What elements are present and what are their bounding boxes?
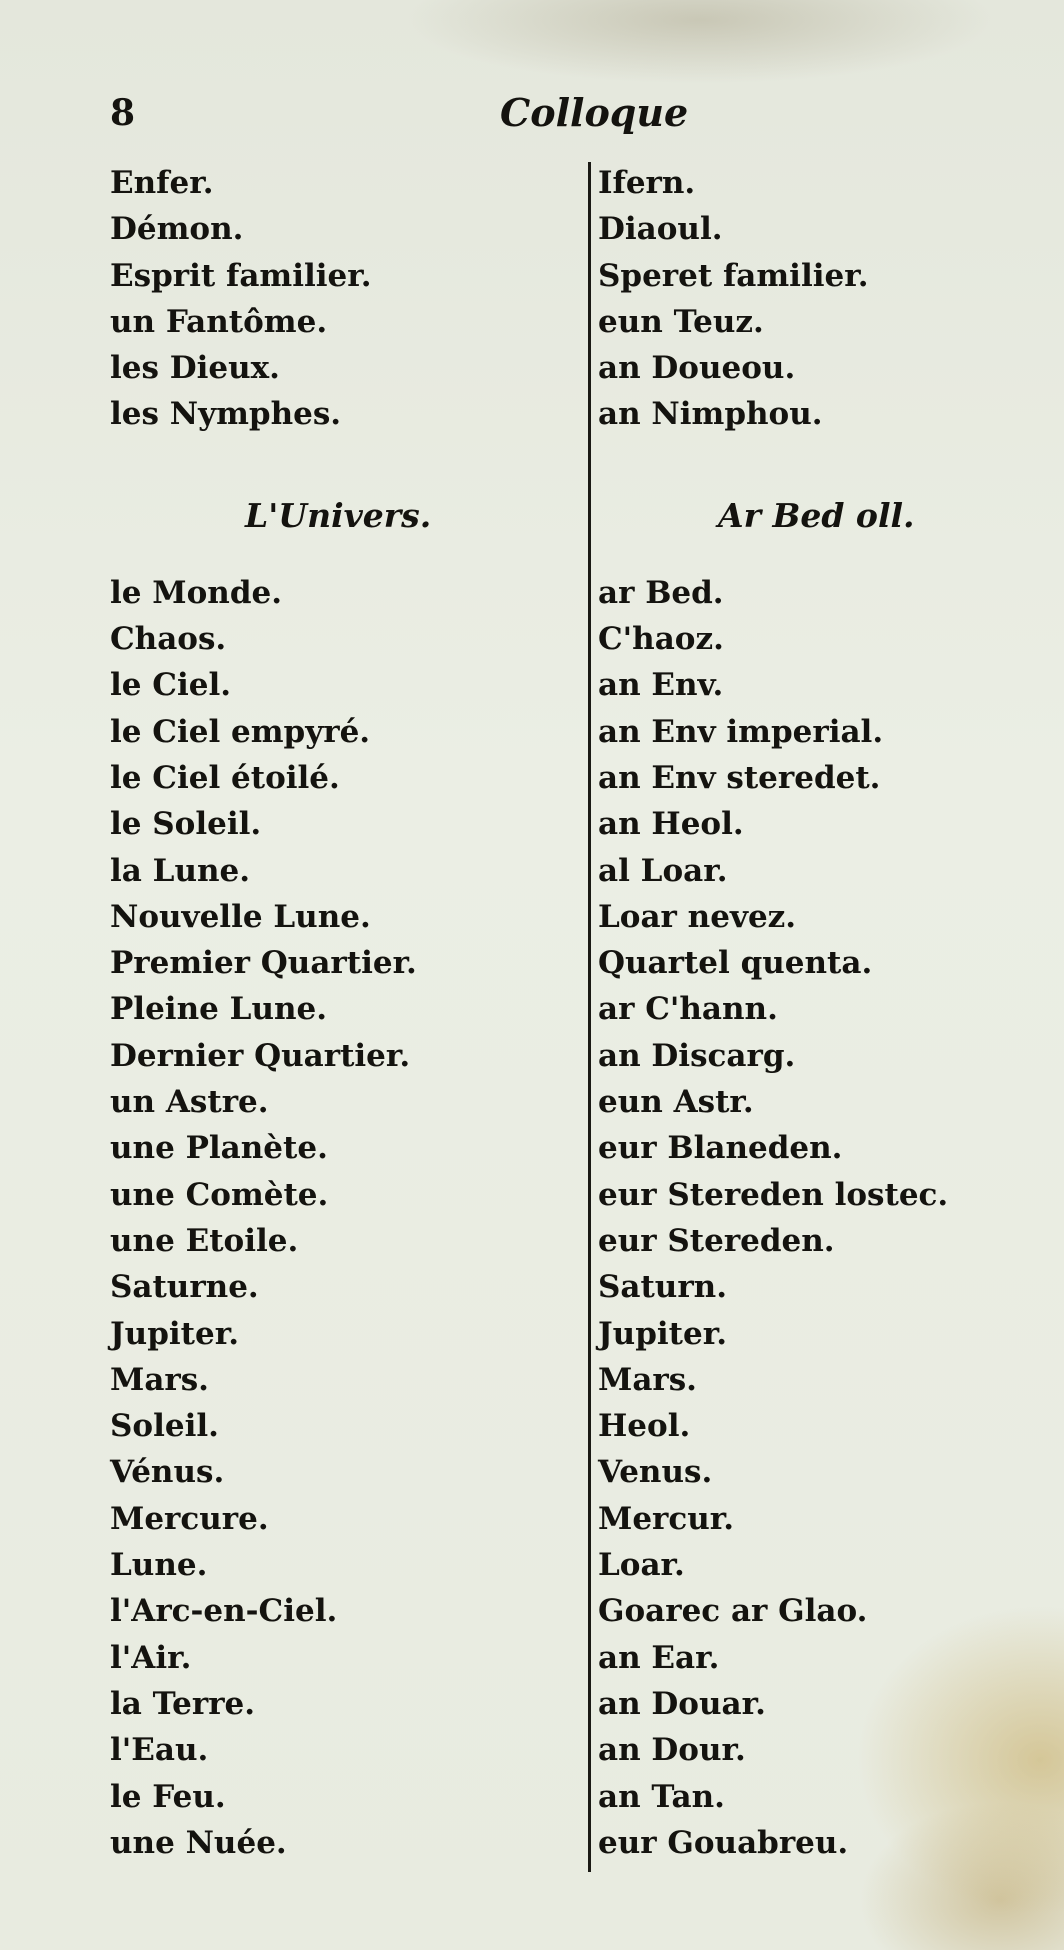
french-entry: Esprit familier.: [110, 257, 372, 294]
breton-entry: eur Stereden.: [598, 1222, 835, 1259]
breton-entry: eur Stereden lostec.: [598, 1176, 949, 1213]
french-entry: l'Air.: [110, 1639, 192, 1676]
section-heading-french: L'Univers.: [245, 495, 432, 535]
breton-entry: an Ear.: [598, 1639, 720, 1676]
breton-entry: Saturn.: [598, 1269, 727, 1306]
breton-entry: Diaoul.: [598, 211, 723, 248]
french-entry: Démon.: [110, 211, 244, 248]
french-column: [110, 160, 580, 1866]
breton-entry: an Env steredet.: [598, 759, 881, 796]
french-entry: un Fantôme.: [110, 303, 328, 340]
french-entry: le Monde.: [110, 574, 283, 611]
breton-entry: Ifern.: [598, 165, 696, 201]
breton-entry: eun Teuz.: [598, 303, 764, 340]
breton-entry: an Douar.: [598, 1685, 766, 1722]
french-entry: Enfer.: [110, 165, 214, 201]
french-entry: un Astre.: [110, 1084, 269, 1121]
french-entry: le Ciel.: [110, 667, 232, 704]
breton-entry: ar Bed.: [598, 574, 724, 611]
breton-entry: an Dour.: [598, 1732, 746, 1769]
french-entry: l'Eau.: [110, 1732, 209, 1769]
french-entry: Dernier Quartier.: [110, 1037, 411, 1074]
breton-entry: ar C'hann.: [598, 991, 778, 1028]
french-entry: Soleil.: [110, 1408, 219, 1445]
french-entry: Premier Quartier.: [110, 945, 417, 982]
page-header: [0, 88, 1064, 148]
french-entry: le Ciel étoilé.: [110, 759, 340, 796]
french-entry: la Terre.: [110, 1685, 256, 1722]
breton-entry: Mercur.: [598, 1500, 735, 1537]
breton-entry: an Doueou.: [598, 350, 796, 387]
french-entry: une Etoile.: [110, 1222, 299, 1259]
french-entry: une Comète.: [110, 1176, 329, 1213]
french-entry: Lune.: [110, 1547, 208, 1584]
breton-entry: C'haoz.: [598, 621, 724, 658]
breton-entry: Loar.: [598, 1547, 685, 1584]
french-entry: la Lune.: [110, 852, 251, 889]
section2-breton-list: [598, 570, 1048, 1866]
french-entry: Saturne.: [110, 1269, 259, 1306]
breton-entry: Venus.: [598, 1454, 713, 1491]
section2-french-list: [110, 570, 580, 1866]
breton-entry: Speret familier.: [598, 257, 869, 294]
breton-entry: an Discarg.: [598, 1037, 796, 1074]
breton-entry: Jupiter.: [598, 1315, 727, 1352]
section1-french-list: [110, 160, 580, 438]
french-entry: Vénus.: [110, 1454, 225, 1491]
breton-entry: Quartel quenta.: [598, 945, 873, 982]
french-entry: Nouvelle Lune.: [110, 898, 371, 935]
breton-entry: Mars.: [598, 1361, 697, 1398]
french-entry: le Feu.: [110, 1778, 226, 1815]
french-entry: les Dieux.: [110, 350, 280, 387]
section1-breton-list: [598, 160, 1048, 438]
french-entry: Chaos.: [110, 621, 227, 658]
breton-entry: al Loar.: [598, 852, 728, 889]
breton-entry: an Env imperial.: [598, 713, 884, 750]
french-entry: une Nuée.: [110, 1824, 287, 1861]
breton-entry: eur Blaneden.: [598, 1130, 843, 1167]
breton-entry: an Tan.: [598, 1778, 725, 1815]
breton-entry: an Heol.: [598, 806, 744, 843]
breton-entry: Heol.: [598, 1408, 691, 1445]
breton-entry: Goarec ar Glao.: [598, 1593, 868, 1630]
french-entry: Pleine Lune.: [110, 991, 328, 1028]
breton-entry: an Nimphou.: [598, 396, 823, 433]
breton-entry: an Env.: [598, 667, 724, 704]
french-entry: le Ciel empyré.: [110, 713, 371, 750]
french-entry: le Soleil.: [110, 806, 262, 843]
section-heading-breton: Ar Bed oll.: [718, 495, 915, 535]
page-number: 8: [110, 92, 136, 134]
breton-entry: eun Astr.: [598, 1084, 754, 1121]
breton-entry: eur Gouabreu.: [598, 1824, 849, 1861]
french-entry: Mars.: [110, 1361, 209, 1398]
running-title: Colloque: [500, 90, 689, 135]
breton-entry: Loar nevez.: [598, 898, 797, 935]
french-entry: Jupiter.: [110, 1315, 239, 1352]
breton-column: [598, 160, 1048, 1866]
column-divider: [588, 162, 591, 1872]
french-entry: Mercure.: [110, 1500, 269, 1537]
french-entry: l'Arc-en-Ciel.: [110, 1593, 338, 1630]
french-entry: une Planète.: [110, 1130, 328, 1167]
french-entry: les Nymphes.: [110, 396, 342, 433]
